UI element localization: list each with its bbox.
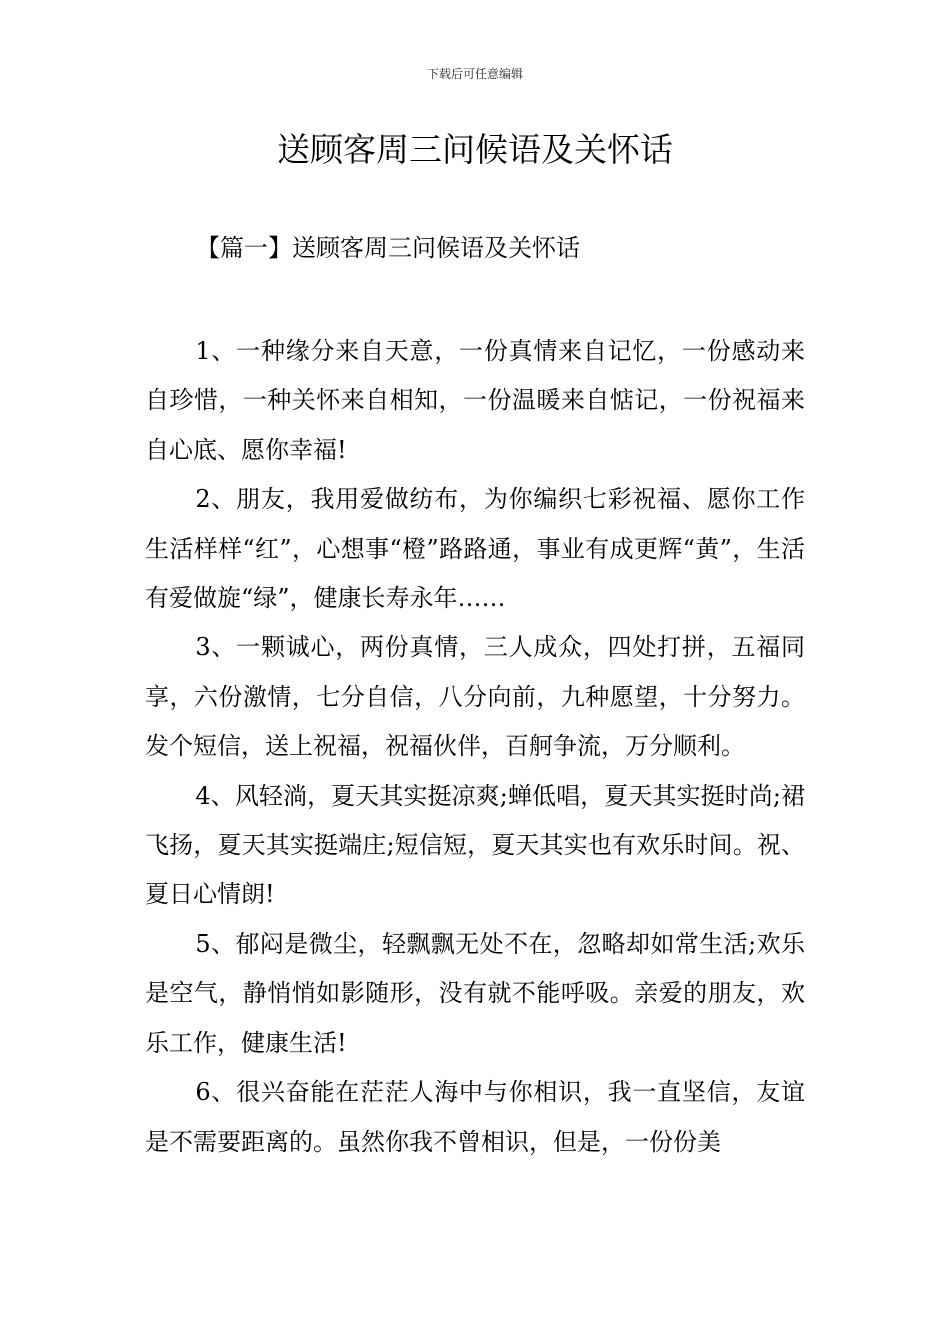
paragraph-4: 4、风轻淌，夏天其实挺凉爽;蝉低唱，夏天其实挺时尚;裙飞扬，夏天其实挺端庄;短信短，夏天其实也有欢乐时间。祝、夏日心情朗! [145, 781, 805, 909]
paragraph-1: 1、一种缘分来自天意，一份真情来自记忆，一份感动来自珍惜，一种关怀来自相知，一份温暖来自惦记，一份祝福来自心底、愿你幸福! [145, 337, 805, 464]
paragraph-5: 5、郁闷是微尘，轻飘飘无处不在，忽略却如常生活;欢乐是空气，静悄悄如影随形，没有就不能呼吸。亲爱的朋友，欢乐工作，健康生活! [145, 929, 805, 1057]
header-note: 下载后可任意编辑 [426, 67, 523, 81]
page-title: 送顾客周三问候语及关怀话 [277, 130, 673, 169]
section-heading: 【篇一】送顾客周三问候语及关怀话 [196, 234, 580, 262]
paragraph-2: 2、朋友，我用爱做纺布，为你编织七彩祝福、愿你工作生活样样“红”，心想事“橙”路路通，事业有成更辉“黄”，生活有爱做旋“绿”，健康长寿永年…… [145, 485, 805, 613]
body-text [145, 327, 805, 1167]
paragraph-6: 6、很兴奋能在茫茫人海中与你相识，我一直坚信，友谊是不需要距离的。虽然你我不曾相识，但是，一份份美 [145, 1078, 805, 1156]
paragraph-3: 3、一颗诚心，两份真情，三人成众，四处打拼，五福同享，六份激情，七分自信，八分向前，九种愿望，十分努力。发个短信，送上祝福，祝福伙伴，百舸争流，万分顺利。 [145, 633, 805, 761]
